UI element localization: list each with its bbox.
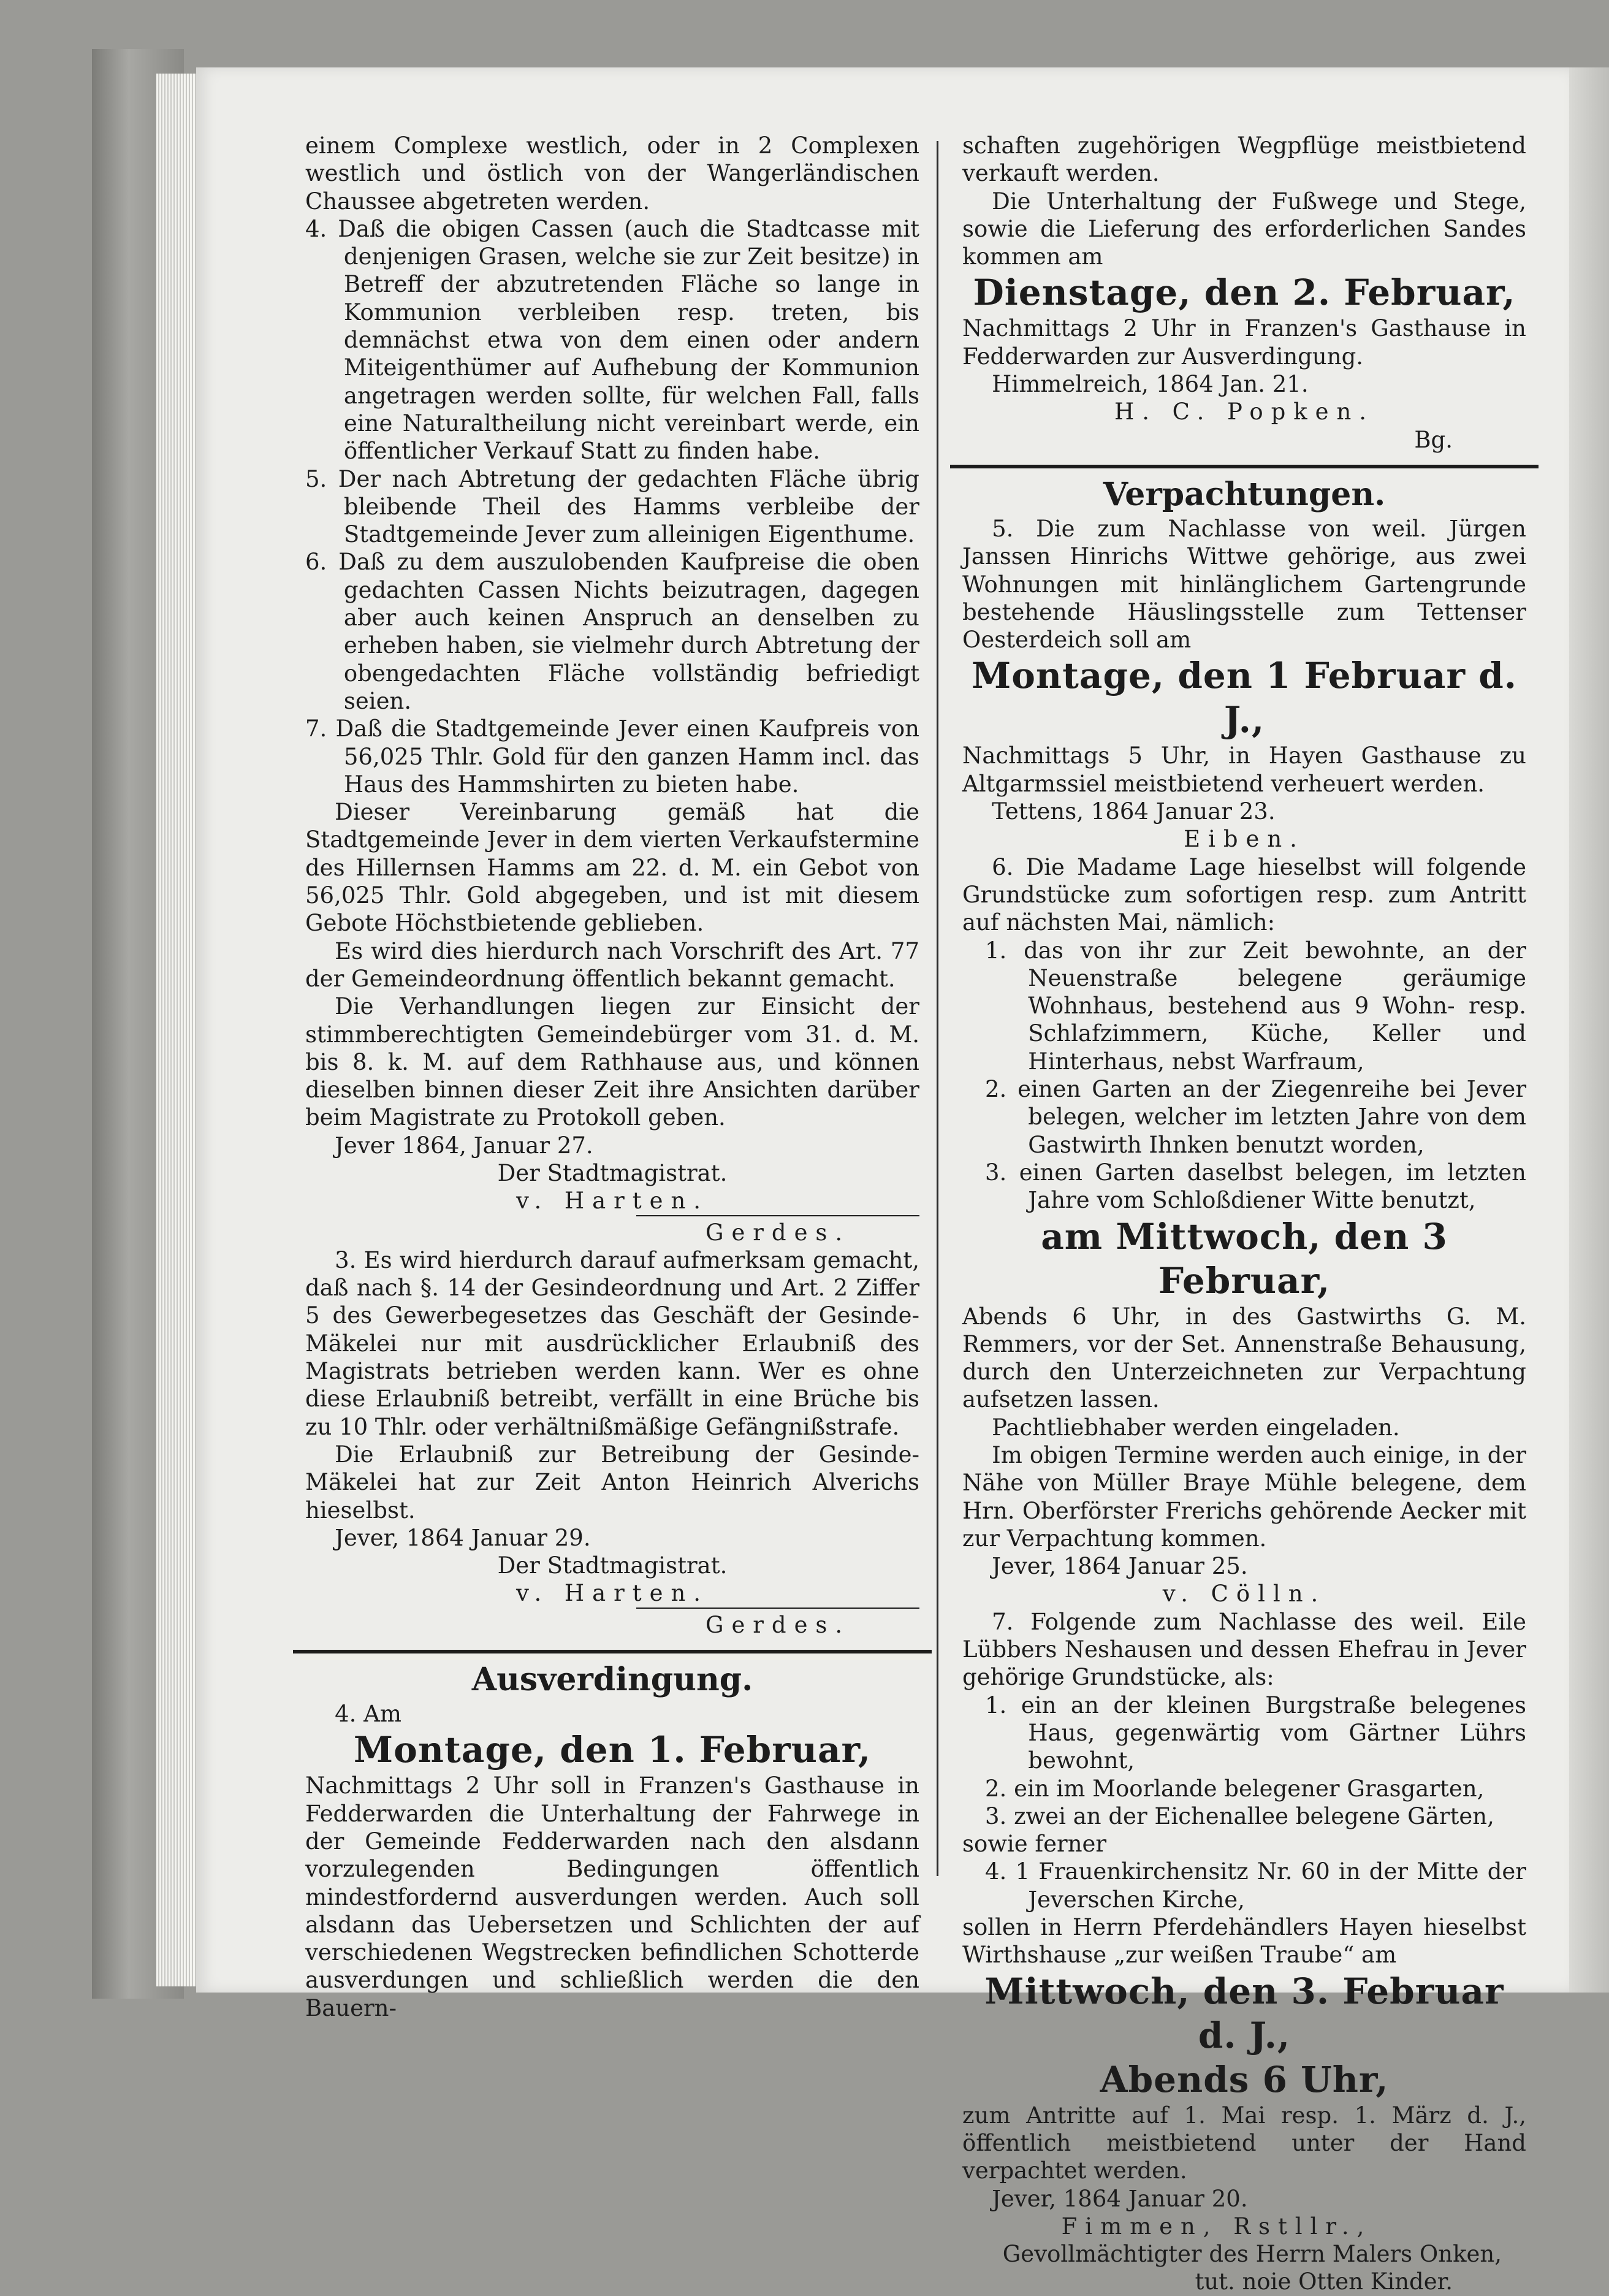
notice-3: 3. Es wird hierdurch darauf aufmerksam gemacht, daß nach §. 14 der Gesindeordnung und Art. 2 Ziffer 5 des Gewerbegesetzes das Geschäft der Gesinde-Mäkelei nur mit ausdrücklicher Erlaubniß des Magistrats betrieben werden kann. Wer es ohne diese Erlaubniß betreibt, verfällt in eine Brüche bis zu 10 Thlr. oder verhältnißmäßige Gefängnißstrafe.	[305, 1246, 919, 1440]
column-divider	[937, 141, 938, 1876]
date-line: Jever, 1864 Januar 25.	[992, 1553, 1248, 1580]
left-column	[305, 132, 919, 2022]
ad-date: am Mittwoch, den 3 Februar,	[1041, 1215, 1448, 1302]
item-6: 6. Daß zu dem auszulobenden Kaufpreise die oben gedachten Cassen Nichts beizutragen, dagegen aber auch keinen Anspruch an denselben zu erheben haben, sie vielmehr durch Abtretung der obengedachten Fläche vollständig befriedigt seien.	[305, 549, 919, 714]
paragraph: Es wird dies hierdurch nach Vorschrift des Art. 77 der Gemeindeordnung öffentlich bekannt gemacht.	[305, 937, 919, 992]
right-column	[962, 132, 1526, 2296]
paragraph: Dieser Vereinbarung gemäß hat die Stadtgemeinde Jever in dem vierten Verkaufstermine des Hillernsen Hamms am 22. d. M. ein Gebot von 56,025 Thlr. Gold abgegeben, und ist mit diesem Gebote Höchstbietende geblieben.	[305, 799, 919, 937]
paragraph: Nachmittags 2 Uhr in Franzen's Gasthause in Fedderwarden zur Ausverdingung.	[962, 315, 1526, 370]
signature: Gerdes.	[636, 1215, 919, 1246]
list-item: 2. einen Garten an der Ziegenreihe bei Jever belegen, welcher im letzten Jahre von dem Gastwirth Ihnken benutzt worden,	[985, 1076, 1526, 1158]
ad-date: Mittwoch, den 3. Februar d. J.,	[984, 1970, 1504, 2056]
item-4: 4. Daß die obigen Cassen (auch die Stadtcasse mit denjenigen Grasen, welche sie zur Zeit besitze) in Betreff der abzutretenden Fläche so lange in Kommunion verbleiben resp. treten, bis demnächst etwa von dem einen oder andern Miteigenthümer auf Aufhebung der Kommunion angetragen werden sollte, für welchen Fall, falls eine Naturaltheilung nicht vereinbart werde, ein öffentlicher Verkauf Statt zu finden habe.	[305, 215, 919, 465]
ad-text: zum Antritte auf 1. Mai resp. 1. März d. J., öffentlich meistbietend unter der Hand verpachtet werden.	[962, 2102, 1526, 2184]
date-line: Jever, 1864 Januar 20.	[992, 2185, 1248, 2212]
signature: v. Harten.	[516, 1188, 709, 1215]
ad-date: Montage, den 1. Februar,	[353, 1729, 872, 1771]
ad-7: 7. Folgende zum Nachlasse des weil. Eile Lübbers Neshausen und dessen Ehefrau in Jever gehörige Grundstücke, als:	[962, 1608, 1526, 1691]
signature: Bg.	[1414, 426, 1453, 453]
continuation-text: schaften zugehörigen Wegpflüge meistbietend verkauft werden.	[962, 132, 1526, 187]
page-right-edge	[1569, 67, 1609, 1993]
ad-date: Dienstage, den 2. Februar,	[973, 272, 1516, 314]
date-line: Tettens, 1864 Januar 23.	[992, 798, 1276, 825]
date-line: Jever, 1864 Januar 29.	[335, 1524, 591, 1551]
signature-title: tut. noie Otten Kinder.	[1195, 2268, 1453, 2295]
ad-text: Nachmittags 2 Uhr soll in Franzen's Gasthause in Fedderwarden die Unterhaltung der Fahrwege in der Gemeinde Fedderwarden nach den alsdann vorzulegenden Bedingungen öffentlich mindestfordernd ausverdungen werden. Auch soll alsdann das Uebersetzen und Schlichten der auf verschiedenen Wegstrecken befindlichen Schotterde ausverdungen und schließlich werden die den Bauern-	[305, 1772, 919, 2021]
list-item: 3. einen Garten daselbst belegen, im letzten Jahre vom Schloßdiener Witte benutzt,	[985, 1159, 1526, 1214]
paragraph: Die Verhandlungen liegen zur Einsicht der stimmberechtigten Gemeindebürger vom 31. d. M. bis 8. k. M. auf dem Rathhause aus, und können dieselben binnen dieser Zeit ihre Ansichten darüber beim Magistrate zu Protokoll geben.	[305, 993, 919, 1131]
list-item: 1. ein an der kleinen Burgstraße belegenes Haus, gegenwärtig vom Gärtner Lührs bewohnt,	[985, 1691, 1526, 1774]
list-item: 3. zwei an der Eichenallee belegene Gärten,	[985, 1802, 1494, 1829]
paragraph: Die Unterhaltung der Fußwege und Stege, sowie die Lieferung des erforderlichen Sandes kommen am	[962, 188, 1526, 270]
section-rule	[293, 1650, 932, 1653]
ad-5: 5. Die zum Nachlasse von weil. Jürgen Janssen Hinrichs Wittwe gehörige, aus zwei Wohnungen mit hinlänglichem Gartengrunde bestehende Häuslingsstelle zum Tettenser Oesterdeich soll am	[962, 515, 1526, 654]
ad-text: Im obigen Termine werden auch einige, in der Nähe von Müller Braye Mühle belegene, dem Hrn. Oberförster Frerichs gehörende Aecker mit zur Verpachtung kommen.	[962, 1441, 1526, 1552]
ad-text: sollen in Herrn Pferdehändlers Hayen hieselbst Wirthshause „zur weißen Traube“ am	[962, 1914, 1526, 1969]
signature: Gerdes.	[636, 1608, 919, 1639]
signature: Eiben.	[1184, 826, 1305, 853]
continuation-text: einem Complexe westlich, oder in 2 Complexen westlich und östlich von der Wangerländischen Chaussee abgetreten werden.	[305, 132, 919, 215]
ad-text: Abends 6 Uhr, in des Gastwirths G. M. Remmers, vor der Set. Annenstraße Behausung, durch den Unterzeichneten zur Verpachtung aufsetzen lassen.	[962, 1303, 1526, 1413]
section-title: Verpachtungen.	[1103, 475, 1386, 513]
date-line: Himmelreich, 1864 Jan. 21.	[992, 371, 1309, 398]
signature-title: Gevollmächtigter des Herrn Malers Onken,	[1002, 2241, 1502, 2268]
ad-text: Nachmittags 5 Uhr, in Hayen Gasthause zu Altgarmssiel meistbietend verheuert werden.	[962, 742, 1526, 797]
item-5: 5. Der nach Abtretung der gedachten Fläche übrig bleibende Theil des Hamms verbleibe der Stadtgemeinde Jever zum alleinigen Eigenthume.	[305, 465, 919, 548]
ad-text: sowie ferner	[962, 1831, 1107, 1858]
authority: Der Stadtmagistrat.	[497, 1552, 728, 1579]
signature: Fimmen, Rstllr.,	[1061, 2213, 1372, 2240]
list-item: 2. ein im Moorlande belegener Grasgarten,	[985, 1775, 1485, 1802]
list-item: 1. das von ihr zur Zeit bewohnte, an der Neuenstraße belegene geräumige Wohnhaus, bestehend aus 9 Wohn- resp. Schlafzimmern, Küche, Keller und Hinterhaus, nebst Warfraum,	[985, 937, 1526, 1075]
section-title: Ausverdingung.	[471, 1661, 753, 1699]
ad-time: Abends 6 Uhr,	[1100, 2058, 1389, 2100]
paragraph: Die Erlaubniß zur Betreibung der Gesinde-Mäkelei hat zur Zeit Anton Heinrich Alverichs hieselbst.	[305, 1441, 919, 1524]
ad-date: Montage, den 1 Februar d. J.,	[972, 655, 1517, 741]
page-edges	[156, 74, 199, 1986]
ad-text: Pachtliebhaber werden eingeladen.	[992, 1414, 1400, 1441]
signature: v. Harten.	[516, 1580, 709, 1607]
ad-number: 4. Am	[335, 1701, 401, 1728]
ad-6: 6. Die Madame Lage hieselbst will folgende Grundstücke zum sofortigen resp. zum Antritt auf nächsten Mai, nämlich:	[962, 853, 1526, 936]
authority: Der Stadtmagistrat.	[497, 1159, 728, 1186]
signature: v. Cölln.	[1162, 1581, 1326, 1608]
date-line: Jever 1864, Januar 27.	[335, 1132, 593, 1159]
signature: H. C. Popken.	[1114, 399, 1374, 425]
item-7: 7. Daß die Stadtgemeinde Jever einen Kaufpreis von 56,025 Thlr. Gold für den ganzen Hamm incl. das Haus des Hammshirten zu bieten habe.	[305, 715, 919, 798]
section-rule	[950, 465, 1539, 468]
list-item: 4. 1 Frauenkirchensitz Nr. 60 in der Mitte der Jeverschen Kirche,	[985, 1858, 1526, 1913]
